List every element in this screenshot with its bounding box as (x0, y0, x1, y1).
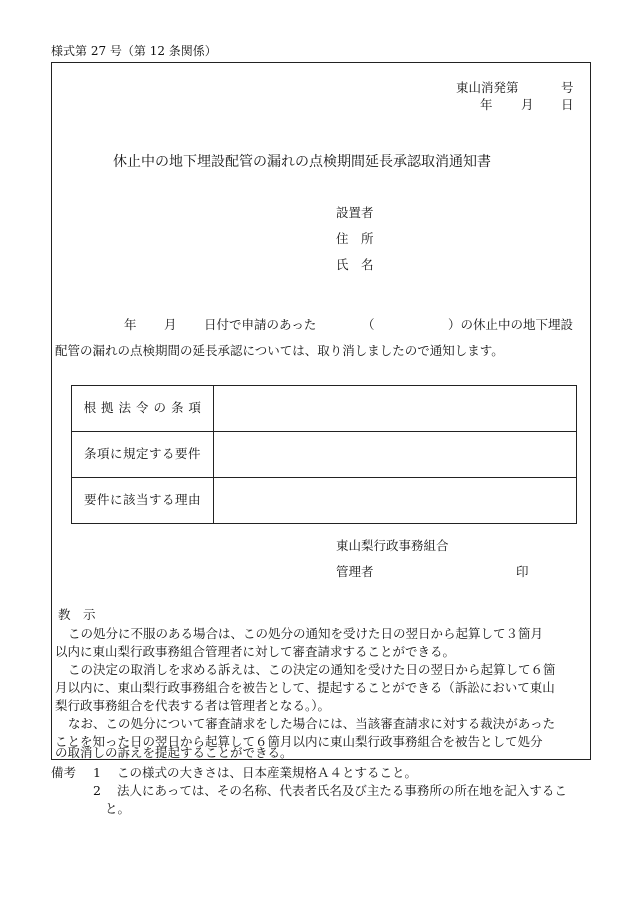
table-value-requirement (214, 432, 577, 478)
instruction-line: なお、この処分について審査請求をした場合には、当該審査請求に対する裁決があった (68, 716, 556, 731)
instruction-line: この処分に不服のある場合は、この処分の通知を受けた日の翌日から起算して３箇月 (68, 626, 544, 641)
document-title: 休止中の地下埋設配管の漏れの点検期間延長承認取消通知書 (113, 154, 491, 170)
body-paren-open: （ (362, 317, 375, 332)
remark-1-number: 1 (93, 765, 101, 780)
body-paren-close: ）の休止中の地下埋設 (448, 317, 574, 332)
info-table (71, 385, 577, 524)
name-label: 氏 名 (336, 257, 374, 272)
instruction-line: この決定の取消しを求める訴えは、この決定の通知を受けた日の翌日から起算して６箇 (68, 662, 556, 677)
remark-2-number: 2 (93, 783, 101, 798)
body-year: 年 (124, 317, 137, 332)
table-label-legal-basis: 根 拠 法 令 の 条 項 (72, 386, 214, 432)
table-row (72, 432, 577, 478)
doc-number-prefix: 東山消発第 (456, 80, 519, 95)
remark-2-continuation: と。 (105, 801, 131, 816)
instruction-line: 梨行政事務組合を代表する者は管理者となる。）。 (55, 698, 331, 713)
instruction-line: ことを知った日の翌日から起算して６箇月以内に東山梨行政事務組合を被告として処分 (55, 734, 543, 749)
table-value-reason (214, 478, 577, 524)
instruction-line: 月以内に、東山梨行政事務組合を被告として、提起することができる（訴訟において東山 (55, 680, 555, 695)
doc-number-suffix: 号 (561, 80, 574, 95)
table-label-reason: 要件に該当する理由 (72, 478, 214, 524)
date-day: 日 (561, 97, 574, 112)
form-header: 様式第 27 号（第 12 条関係） (51, 44, 217, 58)
table-row (72, 386, 577, 432)
body-line-2: 配管の漏れの点検期間の延長承認については、取り消しましたので通知します。 (55, 343, 504, 358)
table-value-legal-basis (214, 386, 577, 432)
address-label: 住 所 (336, 231, 374, 246)
instruction-heading: 教 示 (58, 607, 96, 622)
issuer-manager: 管理者 (336, 564, 374, 579)
instruction-line: 以内に東山梨行政事務組合管理者に対して審査請求することができる。 (55, 644, 456, 659)
remarks-label: 備考 (51, 765, 77, 780)
body-dated: 日付で申請のあった (204, 317, 317, 332)
remark-2-text: 法人にあっては、その名称、代表者氏名及び主たる事務所の所在地を記入するこ (117, 783, 567, 798)
remark-1-text: この様式の大きさは、日本産業規格Ａ４とすること。 (117, 765, 418, 780)
instruction-line: の取消しの訴えを提起することができる。 (55, 745, 293, 760)
body-month: 月 (164, 317, 177, 332)
date-year: 年 (480, 97, 493, 112)
issuer-org: 東山梨行政事務組合 (336, 538, 449, 553)
date-month: 月 (521, 97, 534, 112)
issuer-seal: 印 (516, 564, 529, 579)
table-label-requirement: 条項に規定する要件 (72, 432, 214, 478)
installer-label: 設置者 (336, 205, 374, 220)
table-row (72, 478, 577, 524)
